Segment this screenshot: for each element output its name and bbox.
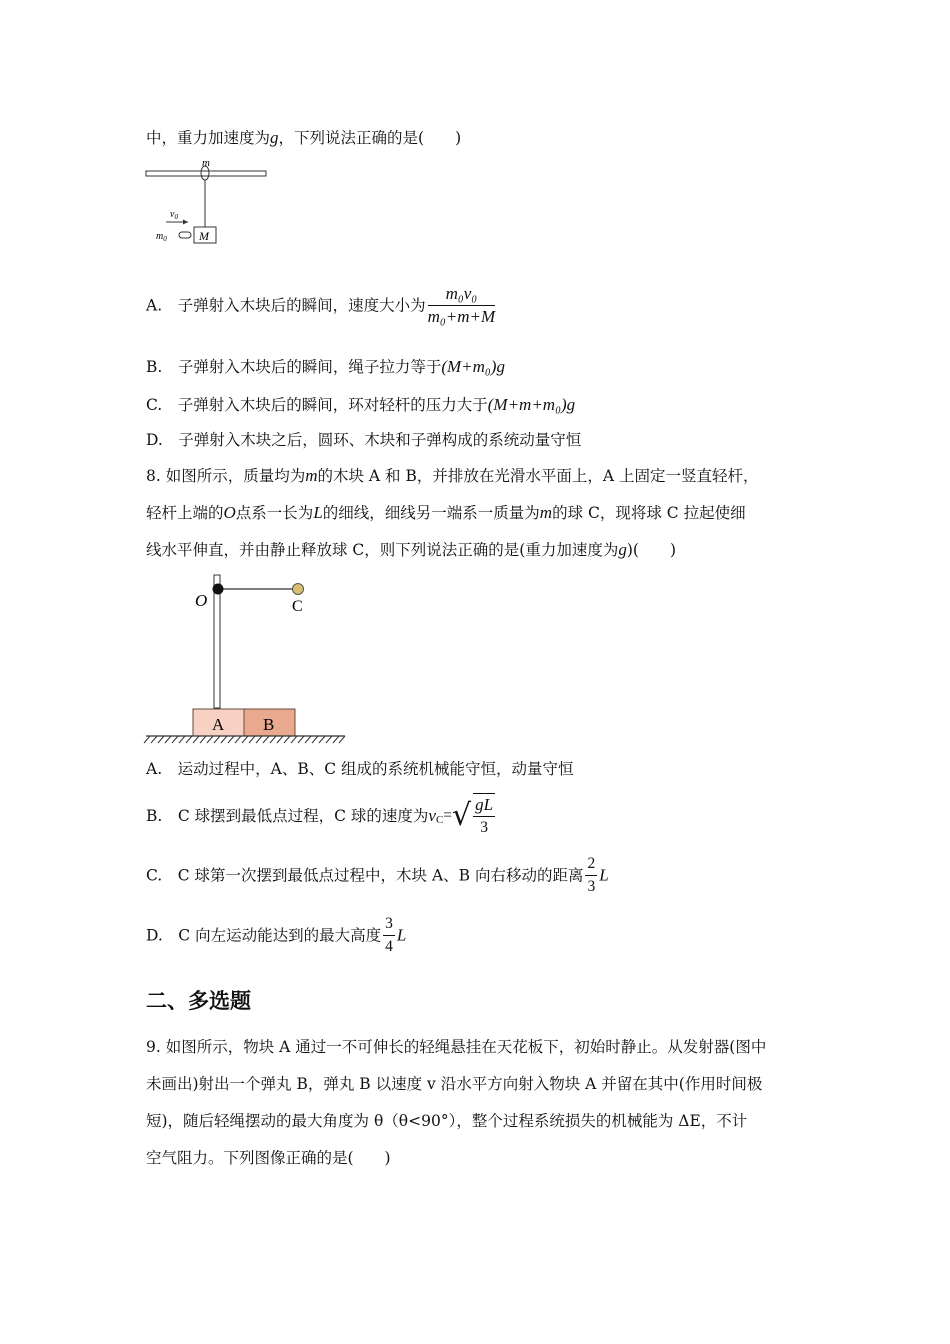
svg-text:O: O [195,591,208,610]
q8-stem-line1: 8. 如图所示，质量均为m的木块 A 和 B，并排放在光滑水平面上，A 上固定一竖直轻杆， [146,466,759,485]
svg-text:B: B [263,715,275,734]
bullet-icon [179,232,191,238]
q8-figure [140,570,360,748]
q7-stem: 中，重力加速度为g，下列说法正确的是( ) [146,128,462,147]
section-title: 二、多选题 [146,989,251,1013]
ring-label: m [202,157,210,169]
q8-option-b: B. C 球摆到最低点过程，C 球的速度为$v_C=√$ $\frac{gL}{3}$ [146,793,497,839]
block-label: M [199,229,209,243]
q8-stem-line3: 线水平伸直，并由静止释放球 C，则下列说法正确的是(重力加速度为g)( ) [146,540,676,559]
fraction: $\frac{2}{3}$ [587,855,596,895]
vertical-rod [214,575,220,708]
q7-option-b: B. 子弹射入木块后的瞬间，绳子拉力等于(M+m₀)g [146,357,505,376]
q8-option-a: A. 运动过程中，A、B、C 组成的系统机械能守恒，动量守恒 [146,760,574,778]
q7-option-a: A. 子弹射入木块后的瞬间，速度大小为 $\frac{\text{m₀v₀}}{\text{m₀+m+M}}$ [146,284,496,326]
sqrt-icon: √ [452,798,472,833]
q8-option-d: D. C 向左运动能达到的最大高度 $\frac{3}{4}$ L [146,913,406,958]
q9-stem-line4: 空气阻力。下列图像正确的是( ) [146,1149,391,1167]
q7-option-d: D. 子弹射入木块之后，圆环、木块和子弹构成的系统动量守恒 [146,431,582,449]
q7-option-c: C. 子弹射入木块后的瞬间，环对轻杆的压力大于(M+m+m₀)g [146,395,576,414]
svg-text:A: A [212,715,225,734]
svg-text:C: C [292,598,303,615]
q9-stem-line2: 未画出)射出一个弹丸 B，弹丸 B 以速度 v 沿水平方向射入物块 A 并留在其中(作用时间极 [146,1075,763,1093]
q9-stem-line3: 短)，随后轻绳摆动的最大角度为 θ（θ<90°），整个过程系统损失的机械能为 ΔE，不计 [146,1112,748,1130]
pivot-O [213,584,224,595]
m0-label: $m_0$ [156,231,167,243]
q7-figure [142,155,277,250]
ground-hatch [144,736,345,743]
q8-stem-line2: 轻杆上端的O点系一长为L的细线，细线另一端系一质量为m的球 C，现将球 C 拉起使细 [146,503,746,522]
v0-label: $v_0$ [170,209,178,221]
fraction: $\frac{gL}{3}$ [473,793,495,839]
q9-stem-line1: 9. 如图所示，物块 A 通过一不可伸长的轻绳悬挂在天花板下，初始时静止。从发射器(图中 [146,1038,767,1056]
ball-C [293,584,304,595]
fraction: $\frac{\text{m₀v₀}}{\text{m₀+m+M}}$ [427,284,496,326]
q8-option-c: C. C 球第一次摆到最低点过程中，木块 A、B 向右移动的距离 $\frac{2}{3}$ L [146,853,609,898]
fraction: $\frac{3}{4}$ [385,915,393,955]
